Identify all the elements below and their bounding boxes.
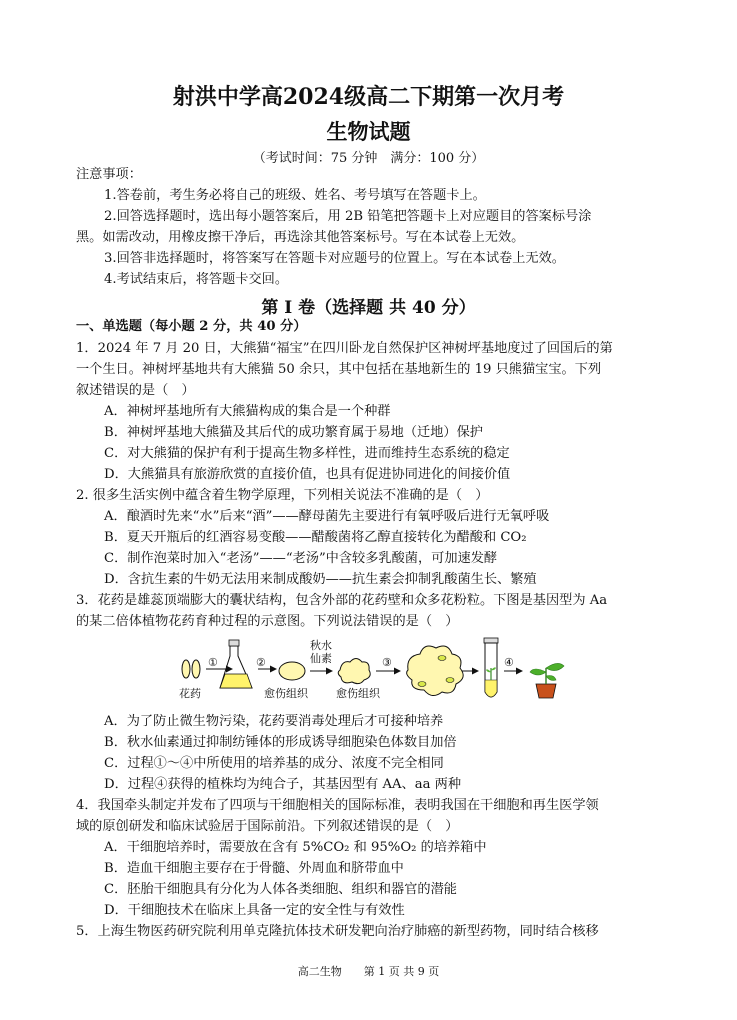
question-stem: 域的原创研发和临床试验居于国际前沿。下列叙述错误的是（ ）	[76, 819, 459, 834]
step-3: ③	[382, 656, 392, 669]
step-1: ①	[208, 656, 218, 669]
question-stem: 4．我国牵头制定并发布了四项与干细胞相关的国际标准，表明我国在干细胞和再生医学领	[76, 798, 599, 813]
option-a: A．酿酒时先来“水”后来“酒”——酵母菌先主要进行有氧呼吸后进行无氧呼吸	[104, 509, 550, 524]
option-c: C．过程①～④中所使用的培养基的成分、浓度不完全相同	[104, 756, 444, 771]
note-item: 4.考试结束后，将答题卡交回。	[104, 272, 289, 287]
part-heading: 一、单选题（每小题 2 分，共 40 分）	[76, 319, 307, 334]
note-item: 2.回答选择题时，选出每小题答案后，用 2B 铅笔把答题卡上对应题目的答案标号涂	[104, 209, 592, 224]
note-item: 1.答卷前，考生务必将自己的班级、姓名、考号填写在答题卡上。	[104, 188, 486, 203]
question-stem: 叙述错误的是（ ）	[76, 383, 195, 398]
option-b: B．秋水仙素通过抑制纺锤体的形成诱导细胞染色体数目加倍	[104, 735, 457, 750]
step-2: ②	[256, 656, 266, 669]
embryoid-cluster-icon	[407, 646, 464, 696]
anther-culture-diagram	[170, 636, 570, 708]
page-footer: 高二生物 第 1 页 共 9 页	[297, 965, 440, 978]
option-d: D．干细胞技术在临床上具备一定的安全性与有效性	[104, 903, 405, 918]
option-c: C．胚胎干细胞具有分化为人体各类细胞、组织和器官的潜能	[104, 882, 457, 897]
note-item: 3.回答非选择题时，将答案写在答题卡对应题号的位置上。写在本试卷上无效。	[104, 251, 565, 266]
question-stem: 的某二倍体植物花药育种过程的示意图。下列说法错误的是（ ）	[76, 614, 459, 629]
label-colchicine: 仙素	[310, 652, 332, 665]
question-stem: 一个生日。神树坪基地共有大熊猫 50 余只，其中包括在基地新生的 19 只熊猫宝宝。下列	[76, 362, 602, 377]
option-d: D．过程④获得的植株均为纯合子，其基因型有 AA、aa 两种	[104, 777, 462, 792]
exam-info: （考试时间：75 分钟 满分：100 分）	[252, 151, 485, 166]
anther-icon	[182, 660, 200, 678]
question-stem: 1．2024 年 7 月 20 日，大熊猫“福宝”在四川卧龙自然保护区神树坪基地度过了回国后的第	[76, 341, 613, 356]
label-anther: 花药	[179, 687, 201, 700]
question-stem: 2. 很多生活实例中蕴含着生物学原理，下列相关说法不准确的是（ ）	[76, 488, 489, 503]
callus-icon	[279, 662, 305, 680]
notes-heading: 注意事项：	[76, 167, 142, 182]
option-b: B．夏天开瓶后的红酒容易变酸——醋酸菌将乙醇直接转化为醋酸和 CO₂	[104, 530, 527, 545]
question-stem: 5．上海生物医药研究院利用单克隆抗体技术研发靶向治疗肺癌的新型药物，同时结合核移	[76, 924, 599, 939]
label-callus-1: 愈伤组织	[264, 687, 308, 700]
section-title: 第 I 卷（选择题 共 40 分）	[261, 298, 476, 318]
option-b: B．神树坪基地大熊猫及其后代的成功繁育属于易地（迁地）保护	[104, 425, 483, 440]
option-b: B．造血干细胞主要存在于骨髓、外周血和脐带血中	[104, 861, 404, 876]
exam-subtitle: 生物试题	[326, 119, 411, 144]
option-c: C．制作泡菜时加入“老汤”——“老汤”中含较多乳酸菌，可加速发酵	[104, 551, 498, 566]
note-item: 黑。如需改动，用橡皮擦干净后，再选涂其他答案标号。写在本试卷上无效。	[76, 230, 525, 245]
option-c: C．对大熊猫的保护有利于提高生物多样性，进而维持生态系统的稳定	[104, 446, 510, 461]
label-callus-2: 愈伤组织	[336, 687, 380, 700]
callus-icon	[338, 659, 370, 684]
label-colchicine: 秋水	[310, 639, 332, 652]
option-a: A．神树坪基地所有大熊猫构成的集合是一个种群	[104, 404, 391, 419]
potted-plant-icon	[530, 663, 564, 698]
option-a: A．为了防止微生物污染，花药要消毒处理后才可接种培养	[104, 714, 444, 729]
option-d: D．含抗生素的牛奶无法用来制成酸奶——抗生素会抑制乳酸菌生长、繁殖	[104, 572, 537, 587]
culture-flask-icon	[220, 640, 252, 688]
test-tube-icon	[484, 638, 498, 697]
step-4: ④	[504, 656, 514, 669]
option-d: D．大熊猫具有旅游欣赏的直接价值，也具有促进协同进化的间接价值	[104, 467, 511, 482]
question-stem: 3．花药是雄蕊顶端膨大的囊状结构，包含外部的花药壁和众多花粉粒。下图是基因型为 Aa	[76, 593, 608, 608]
exam-title: 射洪中学高2024级高二下期第一次月考	[172, 84, 565, 110]
option-a: A．干细胞培养时，需要放在含有 5%CO₂ 和 95%O₂ 的培养箱中	[104, 840, 487, 855]
